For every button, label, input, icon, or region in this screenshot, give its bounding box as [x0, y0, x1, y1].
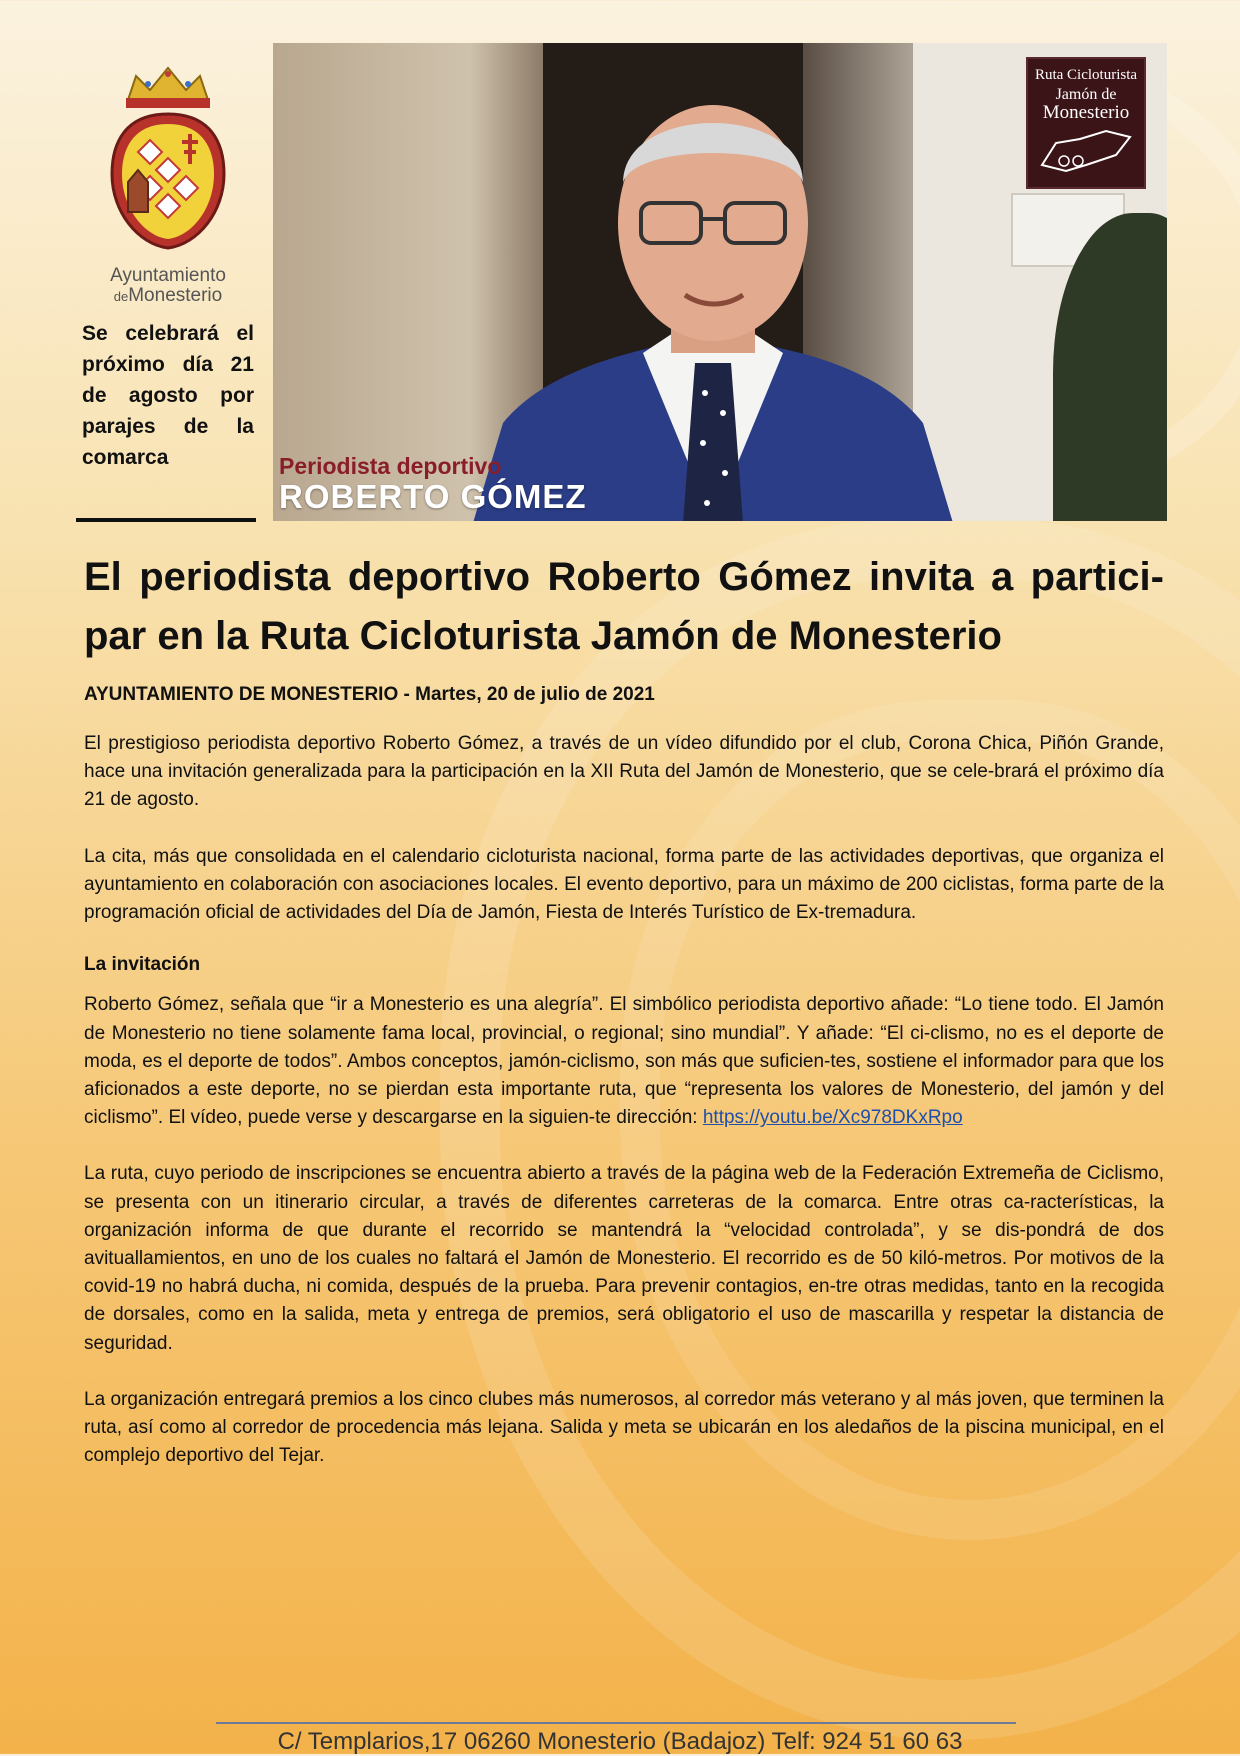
subheadline-rule	[76, 518, 256, 522]
hero-video-still[interactable]	[273, 43, 1167, 521]
logo-line-2-main: Monesterio	[128, 285, 223, 306]
paragraph-4: La ruta, cuyo periodo de inscripciones se encuentra abierto a través de la página web de la Federación Extremeña de Ciclismo, se presenta con un itinerario circular, a través de diferentes carreteras de la comarca. Entre otras ca-racterísticas, la organización informa de que durante el recorrido se mantendrá la “velocidad controlada”, y se dis-pondrá de dos avituallamientos, en uno de los cuales no faltará el Jamón de Monesterio. El recorrido es de 50 kiló-metros. Por motivos de la covid-19 no habrá ducha, ni comida, después de la prueba. Para prevenir contagios, en-tre otras medidas, tanto en la recogida de dorsales, como en la salida, meta y entrega de premios, será obligatorio el uso de mascarilla y respetar la distancia de seguridad.	[84, 1163, 1164, 1354]
paragraph-5: La organización entregará premios a los cinco clubes más numerosos, al corredor más veterano y al más joven, que terminen la ruta, así como al corredor de procedencia más lejana. Salida y meta se ubicarán en los aledaños de la piscina municipal, en el complejo deportivo del Tejar.	[84, 1388, 1164, 1467]
paragraph-2: La cita, más que consolidada en el calendario cicloturista nacional, forma parte de las actividades deportivas, que organiza el ayuntamiento en colaboración con asociaciones locales. El evento deportivo, para un máximo de 200 ciclistas, forma parte de la programación oficial de actividades del Día de Jamón, Fiesta de Interés Turístico de Ex-tremadura.	[84, 845, 1164, 924]
headline: El periodista deportivo Roberto Gómez invita a partici-par en la Ruta Cicloturista Jamón de Monesterio	[84, 555, 1164, 658]
byline: AYUNTAMIENTO DE MONESTERIO - Martes, 20 de julio de 2021	[84, 684, 655, 705]
paragraph-3	[84, 991, 1164, 1132]
town-logo	[88, 62, 248, 307]
logo-line-1: Ayuntamiento	[110, 265, 226, 286]
article-body	[84, 730, 1164, 1498]
section-heading: La invitación	[84, 954, 201, 976]
footer-rule	[216, 1722, 1016, 1724]
logo-line-2	[88, 286, 248, 307]
badge-line-2: Jamón de	[1055, 86, 1117, 103]
video-link[interactable]: https://youtu.be/Xc978DKxRpo	[702, 1107, 963, 1129]
subheadline: Se celebrará el próximo día 21 de agosto por parajes de la comarca	[82, 322, 254, 469]
event-badge	[1026, 57, 1146, 189]
badge-line-3: Monesterio	[1042, 102, 1130, 123]
logo-line-2-prefix: de	[113, 289, 129, 304]
footer-address: C/ Templarios,17 06260 Monesterio (Badajoz) Telf: 924 51 60 63	[277, 1728, 963, 1755]
paragraph-3-text: Roberto Gómez, señala que “ir a Monesterio es una alegría”. El simbólico periodista deportivo añade: “Lo tiene todo. El Jamón de Monesterio no tiene solamente fama local, provincial, o regional; sino mundial”. Y añade: “El ci-clismo, no es el deporte de moda, es el deporte de todos”. Ambos conceptos, jamón-ciclismo, son más que suficien-tes, sostiene el informador para que los aficionados a este deporte, no se pierdan esta importante ruta, que “representa los valores de Monesterio, del jamón y del ciclismo”. El vídeo, puede verse y descargarse en la siguien-te dirección:	[84, 994, 1164, 1129]
paragraph-1: El prestigioso periodista deportivo Roberto Gómez, a través de un vídeo difundido por el club, Corona Chica, Piñón Grande, hace una invitación generalizada para la participación en la XII Ruta del Jamón de Monesterio, que se cele-brará el próximo día 21 de agosto.	[84, 733, 1164, 811]
cyclist-map-icon	[1036, 125, 1136, 175]
coat-of-arms-icon	[98, 62, 238, 262]
lower-third-caption	[279, 453, 587, 516]
badge-line-1: Ruta Cicloturista	[1034, 67, 1138, 83]
logo-text	[88, 266, 248, 307]
caption-role: Periodista deportivo	[279, 453, 502, 479]
caption-name: ROBERTO GÓMEZ	[279, 478, 587, 515]
